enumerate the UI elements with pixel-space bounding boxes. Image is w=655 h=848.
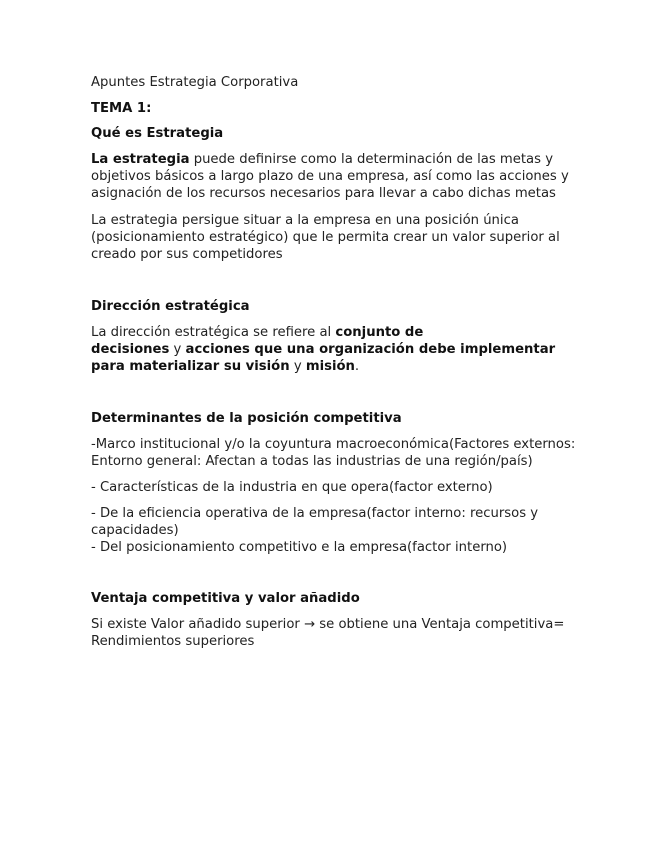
heading-ventaja-competitiva: Ventaja competitiva y valor añadido [91,591,360,606]
emphasis: acciones que una organización debe implementar [185,342,556,357]
list-item-line: Entorno general: Afectan a todas las industrias de una región/país) [91,454,533,469]
paragraph-positioning [91,212,560,263]
paragraph-line [91,358,555,375]
list-item-line: capacidades) [91,523,179,538]
text-span: y [169,342,186,357]
paragraph-line: La estrategia persigue situar a la empresa en una posición única [91,213,519,228]
document-title: Apuntes Estrategia Corporativa [91,75,299,90]
heading-determinantes: Determinantes de la posición competitiva [91,411,402,426]
list-item-line: -Marco institucional y/o la coyuntura macroeconómica(Factores externos: [91,437,576,452]
list-item [91,505,538,556]
list-item-line: - De la eficiencia operativa de la empresa(factor interno: recursos y [91,506,539,521]
paragraph-line [91,324,555,341]
text-span: se obtiene una Ventaja competitiva= [315,617,565,632]
text-span: La dirección estratégica se refiere al [91,325,336,340]
heading-direccion-estrategica: Dirección estratégica [91,299,250,314]
text-span: Si existe Valor añadido superior [91,617,305,632]
list-item [91,436,575,470]
arrow-right-icon: → [304,617,316,632]
text-span: puede definirse como la determinación de las metas y [189,152,554,167]
paragraph-direccion [91,324,555,375]
paragraph-definition [91,151,569,202]
emphasis: decisiones [91,342,170,357]
paragraph-line: objetivos básicos a largo plazo de una empresa, así como las acciones y [91,169,569,184]
paragraph-line: (posicionamiento estratégico) que le permita crear un valor superior al [91,230,560,245]
list-item: - Características de la industria en que opera(factor externo) [91,480,493,495]
topic-label: TEMA 1: [91,101,152,116]
paragraph-line: creado por sus competidores [91,247,283,262]
paragraph-line [91,341,555,358]
paragraph-line: Rendimientos superiores [91,634,255,649]
text-span: y [289,359,306,374]
emphasis: para materializar su visión [91,359,290,374]
term-la-estrategia: La estrategia [91,152,190,167]
emphasis: conjunto de [335,325,424,340]
paragraph-ventaja [91,616,564,650]
text-span: . [354,359,360,374]
emphasis: misión [305,359,355,374]
paragraph-line [91,616,564,633]
paragraph-line [91,151,569,168]
paragraph-line: asignación de los recursos necesarios para llevar a cabo dichas metas [91,186,556,201]
list-item-line: - Del posicionamiento competitivo e la empresa(factor interno) [91,540,508,555]
heading-que-es-estrategia: Qué es Estrategia [91,126,224,141]
